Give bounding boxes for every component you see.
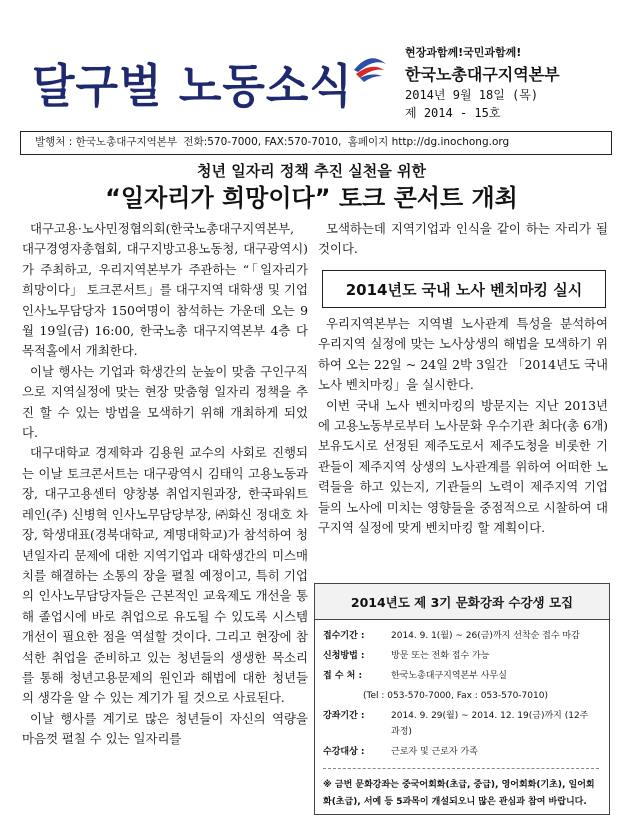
- article1-paragraph: 이날 행사는 기업과 학생간의 눈높이 맞춤 구인구직으로 지역실정에 맞는 현장 맞춤형 일자리 정책을 추진 할 수 있는 방법을 모색하기 위해 개최하게 되었다.: [22, 363, 308, 441]
- notice-row: [323, 668, 599, 684]
- issue-number: 제 2014 - 15호: [405, 106, 501, 120]
- issue-date: 2014년 9월 18일 (목): [405, 88, 539, 102]
- article2-paragraph: 이번 국내 노사 벤치마킹의 방문지는 지난 2013년에 고용노동부로부터 노사문화 우수기관 최다(총 6개) 보유도시로 선정된 제주도로서 제주도청을 비롯한 기관들이 제주지역 상생의 노사관계를 위하여 어떠한 노력들을 하고 있는지, 기관들의 노력이 제주지역 기업들의 노사에 미치는 영향들을 중점적으로 시찰하여 대구지역 실정에 맞게 벤치마킹 할 계획이다.: [318, 397, 608, 536]
- article2-title: 2014년도 국내 노사 벤치마킹 실시: [322, 270, 606, 308]
- contact-phone: 전화:570-7000, FAX:570-7010,: [183, 136, 342, 148]
- notice-row: [323, 628, 599, 644]
- notice-row: [323, 648, 599, 664]
- article1-body: [22, 219, 308, 750]
- publisher-bar: [20, 131, 612, 155]
- article1-paragraph: 대구고용·노사민정협의회(한국노총대구지역본부, 대구경영자총협회, 대구지방고용노동청, 대구광역시)가 주최하고, 우리지역본부가 주관하는 “「일자리가 희망이다」 토크콘서트」를 대구지역 대학생 및 기업 인사노무담당자 150여명이 참석하는 가운데 오는 9월 19일(금) 16:00, 한국노총 대구지역본부 4층 다목적홀에서 개최한다.: [22, 221, 308, 359]
- headline-subtitle: 청년 일자리 정책 추진 실천을 위한: [197, 162, 426, 180]
- notice-contact: (Tel : 053-570-7000, Fax : 053-570-7010): [363, 691, 548, 701]
- notice-value: 한국노총대구지역본부 사무실: [391, 671, 507, 681]
- article1-paragraph: 대구대학교 경제학과 김용원 교수의 사회로 진행되는 이날 토크콘서트는 대구광역시 김태익 고용노동과장, 대구고용센터 양창봉 취업지원과장, 한국파워트레인(주) 신병혁 인사노무담당부장, ㈜화신 정대호 차장, 학생대표(경북대학교, 계명대학교)가 참석하여 청년일자리 문제에 대한 지역기업과 대학생간의 미스매치를 해결하는 소통의 장을 펼칠 예정이고, 특히 기업의 인사노무담당자들은 근본적인 교육제도 개선을 통해 졸업시에 바로 취업으로 유도될 수 있도록 시스템 개선이 필요한 점을 역설할 것이다. 그리고 현장에 참석한 취업을 준비하고 있는 청년들의 생생한 목소리를 통해 청년고용문제의 원인과 해법에 대한 청년들의 생각을 알 수 있는 계기가 될 것으로 사료된다.: [22, 445, 308, 706]
- notice-title: 2014년도 제 3기 문화강좌 수강생 모집: [315, 584, 609, 620]
- notice-row: [323, 744, 599, 760]
- notice-label: 접수기간 :: [323, 631, 365, 641]
- notice-label: 신청방법 :: [323, 651, 365, 661]
- publisher: 발행처 : 한국노총대구지역본부: [35, 136, 178, 148]
- article1-paragraph: 모색하는데 지역기업과 인식을 같이 하는 자리가 될 것이다.: [318, 221, 608, 257]
- article1-continuation: [318, 219, 608, 260]
- notice-label: 강좌기간 :: [323, 711, 365, 721]
- homepage-link[interactable]: 홈페이지 http://dg.inochong.org: [347, 136, 510, 148]
- notice-value: 방문 또는 전화 접수 가능: [391, 651, 490, 661]
- masthead-title: 달구벌 노동소식: [32, 59, 353, 114]
- org-name: 한국노총대구지역본부: [405, 65, 560, 84]
- article2-body: [318, 314, 608, 538]
- notice-box: [314, 583, 610, 815]
- fknu-logo-icon: [350, 48, 390, 88]
- article1-paragraph: 이날 행사를 계기로 많은 청년들이 자신의 역량을 마음껏 펼칠 수 있는 일자리를: [22, 710, 308, 747]
- notice-body: [315, 620, 609, 811]
- notice-label: 접 수 처 :: [323, 671, 363, 681]
- headline-title: “일자리가 희망이다” 토크 콘서트 개최: [105, 184, 518, 212]
- slogan: 현장과함께!국민과함께!: [405, 46, 522, 59]
- notice-label: 수강대상 :: [323, 747, 365, 757]
- notice-value: 2014. 9. 1(월) ~ 26(금)까지 선착순 접수 마감: [391, 631, 580, 641]
- notice-value: 근로자 및 근로자 가족: [391, 747, 478, 757]
- notice-footnote: ※ 금번 문화강좌는 중국어회화(초급, 중급), 영어회화(기초), 일어회화(초급), 서예 등 5과목이 개설되오니 많은 관심과 참여 바랍니다.: [323, 768, 599, 811]
- article2-paragraph: 우리지역본부는 지역별 노사관계 특성을 분석하여 우리지역 실정에 맞는 노사상생의 해법을 모색하기 위하여 오는 22일 ~ 24일 2박 3일간 「2014년도 국내 노사 벤치마킹」을 실시한다.: [318, 316, 608, 393]
- notice-row: [323, 708, 599, 740]
- notice-value: 2014. 9. 29(월) ~ 2014. 12. 19(금)까지 (12주 과정): [391, 711, 589, 737]
